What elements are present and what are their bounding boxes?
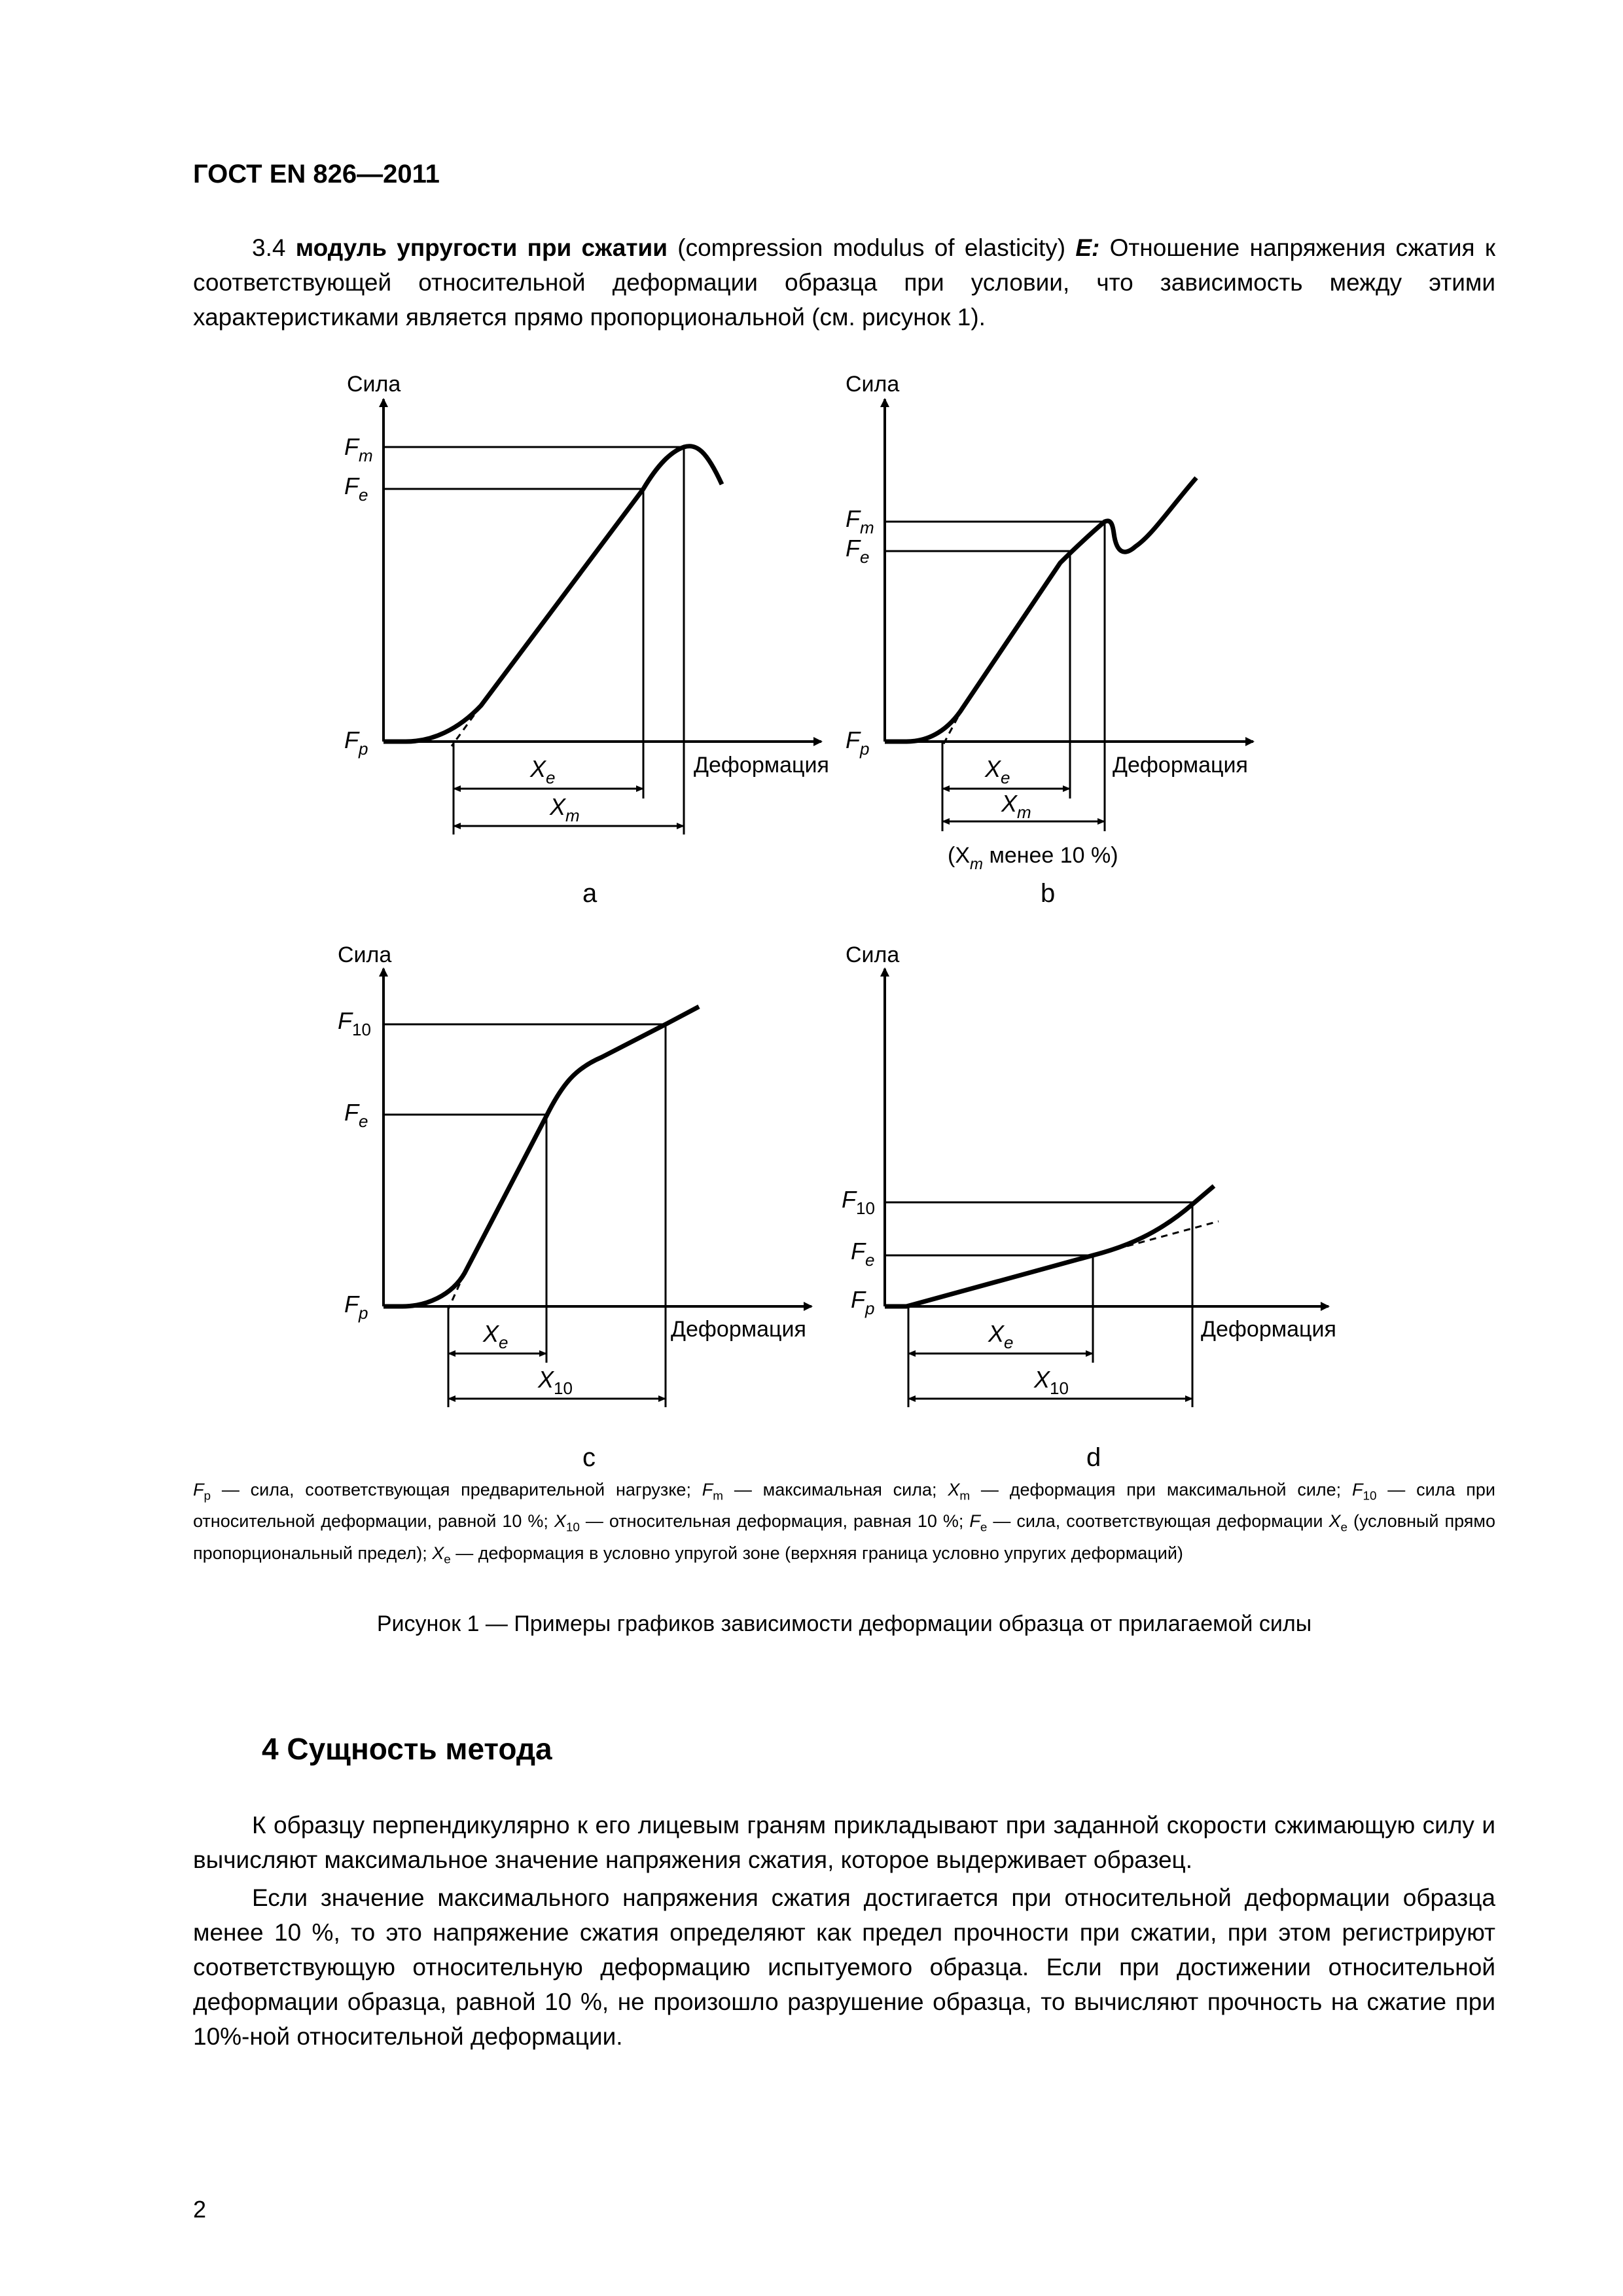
panel-d-curve <box>885 1186 1214 1306</box>
panel-b-fm-label: $F_m$ <box>846 505 874 537</box>
definition-text: Отношение напряжения сжатия к соответствующей относительной деформации образца при условии, что зависимость между этими характеристиками является прямо пропорциональной (см. рисунок 1). <box>193 234 1496 331</box>
panel-a-x-label: Деформация <box>694 753 829 778</box>
panel-c-fe-label: $F_e$ <box>344 1099 368 1131</box>
panel-d-letter: d <box>1086 1443 1101 1472</box>
panel-a-xm-label: $X_m$ <box>550 793 580 825</box>
panel-c-x-label: Деформация <box>671 1317 806 1342</box>
panel-c-y-label: Сила <box>338 942 392 967</box>
panel-a-fe-label: $F_e$ <box>344 473 368 505</box>
section-heading: 4 Сущность метода <box>262 1732 552 1766</box>
panel-c-curve <box>383 1007 699 1306</box>
figure-legend: $F_p$ — сила, соответствующая предварительной нагрузке; $F_m$ — максимальная сила; $X_m$ — деформация при максимальной силе; $F_{10}$ — сила при относительной деформации, равной 10 %; $X_{10}$ — относительная деформация, равная 10 %; $F_e$ — сила, соответствующая деформации $X_e$ (условный прямо пропорциональный предел); $X_e$ — деформация в условно упругой зоне (верхняя граница условно упругих деформаций) <box>193 1480 1495 1567</box>
panel-d <box>842 942 1336 1472</box>
panel-a-y-label: Сила <box>347 372 401 397</box>
panel-b-letter: b <box>1041 879 1056 908</box>
panel-b-curve <box>885 478 1196 742</box>
definition-term: модуль упругости при сжатии <box>295 234 668 261</box>
panel-d-fe-label: $F_e$ <box>851 1238 875 1270</box>
panel-c-x10-label: $X_{10}$ <box>538 1366 573 1398</box>
page-number: 2 <box>193 2196 207 2223</box>
method-paragraph-1: К образцу перпендикулярно к его лицевым граням прикладывают при заданной скорости сжимающую силу и вычисляют максимальное значение напряжения сжатия, которое выдерживает образец. <box>193 1812 1495 1873</box>
panel-c <box>338 942 812 1472</box>
panel-b-fp-label: $F_p$ <box>846 726 870 759</box>
panel-c-f10-label: $F_{10}$ <box>338 1007 371 1039</box>
panel-d-fp-label: $F_p$ <box>851 1286 875 1318</box>
panel-a <box>344 372 829 908</box>
document-header: ГОСТ EN 826—2011 <box>193 160 440 188</box>
panel-d-f10-label: $F_{10}$ <box>842 1186 875 1218</box>
panel-b <box>846 372 1253 908</box>
panel-b-y-label: Сила <box>846 372 900 397</box>
definition-symbol: E: <box>1075 234 1100 261</box>
panel-b-xm-label: $X_m$ <box>1001 790 1031 822</box>
panel-a-fm-label: $F_m$ <box>344 433 373 465</box>
panel-b-note: ($X_m$ менее 10 %) <box>948 843 1118 873</box>
panel-c-xe-label: $X_e$ <box>483 1320 508 1352</box>
panel-b-x-label: Деформация <box>1113 753 1248 778</box>
panel-b-xe-label: $X_e$ <box>985 755 1010 787</box>
panel-a-xe-label: $X_e$ <box>530 755 556 787</box>
panel-a-fp-label: $F_p$ <box>344 726 368 759</box>
panel-d-y-label: Сила <box>846 942 900 967</box>
panel-a-letter: a <box>582 879 597 908</box>
definition-term-en: (compression modulus of elasticity) <box>677 234 1066 261</box>
figure-caption: Рисунок 1 — Примеры графиков зависимости деформации образца от прилагаемой силы <box>376 1611 1312 1636</box>
panel-c-fp-label: $F_p$ <box>344 1291 368 1323</box>
definition-number: 3.4 <box>252 234 286 261</box>
panel-d-xe-label: $X_e$ <box>988 1320 1014 1352</box>
panel-a-curve <box>383 446 722 742</box>
panel-c-letter: c <box>582 1443 596 1472</box>
panel-d-x-label: Деформация <box>1201 1317 1336 1342</box>
panel-b-fe-label: $F_e$ <box>846 535 870 567</box>
panel-d-x10-label: $X_{10}$ <box>1034 1366 1069 1398</box>
method-paragraph-2: Если значение максимального напряжения сжатия достигается при относительной деформации образца менее 10 %, то это напряжение сжатия определяют как предел прочности при сжатии, при этом регистрируют соответствующую относительную деформацию испытуемого образца. Если при достижении относительной деформации образца, равной 10 %, не произошло разрушение образца, то вычисляют прочность на сжатие при 10%-ной относительной деформации. <box>193 1884 1495 2050</box>
